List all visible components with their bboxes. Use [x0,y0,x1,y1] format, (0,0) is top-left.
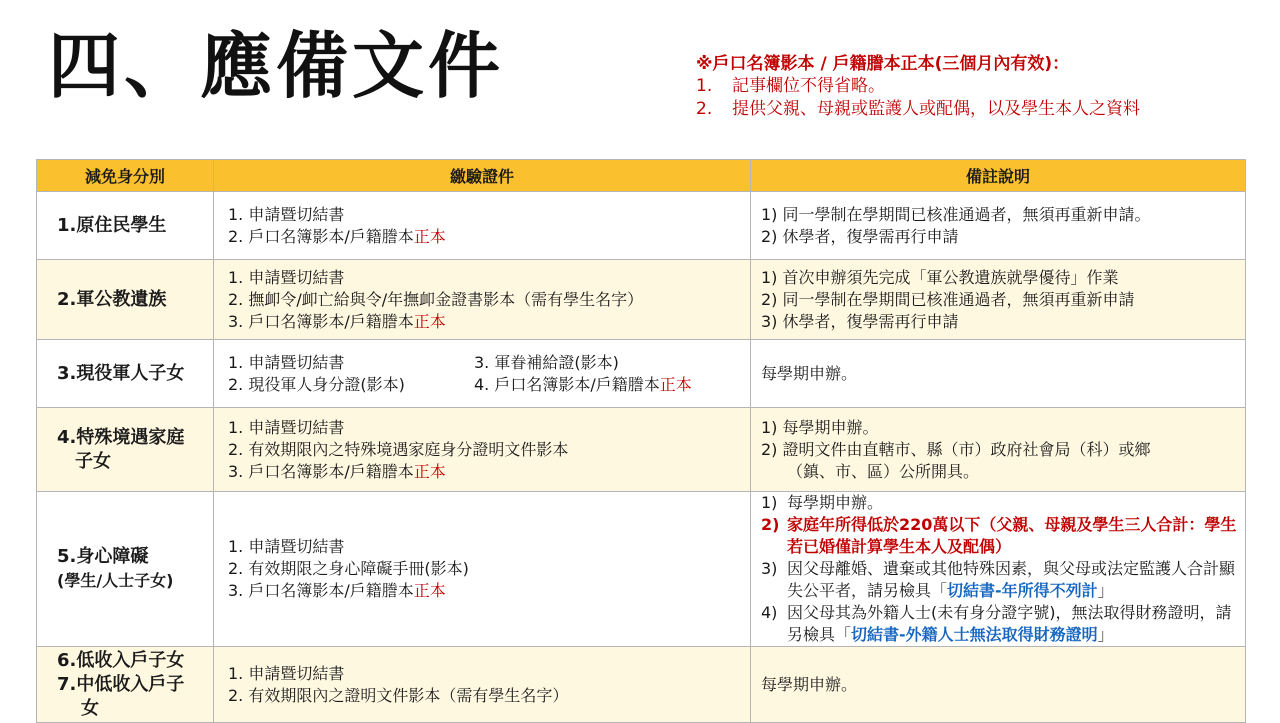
category-sublabel: (學生/人士子女) [57,571,174,590]
original-copy-mark: 正本 [413,461,446,481]
remark-item: 4) 因父母其為外籍人士(未有身分證字號)，無法取得財務證明，請 另檢具「切結書-外籍人士無法取得財務證明」 [761,603,1232,644]
original-copy-mark: 正本 [413,226,446,246]
remarks-cell [751,260,1246,340]
documents-cell [214,408,751,492]
original-copy-mark: 正本 [413,581,446,600]
doc-item: 2. 撫卹令/卹亡給與令/年撫卹金證書影本（需有學生名字） [228,289,644,309]
category-cell [37,408,214,492]
category-label: 7.中低收入戶子 [57,673,185,695]
remark-item-continued: （鎮、市、區）公所開具。 [787,461,980,481]
doc-item: 2. 現役軍人身分證(影本) [228,374,405,394]
category-cell [37,340,214,408]
doc-item: 1. 申請暨切結書 [228,204,345,224]
remark-item: 每學期申辦。 [761,674,858,694]
category-cell [37,192,214,260]
documents-table [36,159,1246,723]
doc-item: 2. 有效期限內之特殊境遇家庭身分證明文件影本 [228,439,569,459]
original-copy-mark: 正本 [413,311,446,331]
remark-item: 2) 休學者，復學需再行申請 [761,226,959,246]
remarks-cell [751,192,1246,260]
note-item-text: 提供父親、母親或監護人或配偶，以及學生本人之資料 [732,99,1140,119]
header-documents: 繳驗證件 [214,160,751,192]
category-label: 4.特殊境遇家庭 [57,426,185,448]
header-remarks: 備註說明 [751,160,1246,192]
remark-item: 1) 每學期申辦。 [761,493,884,512]
note-item-number: 2. [696,99,713,119]
doc-item: 2. 有效期限之身心障礙手冊(影本) [228,559,469,578]
category-label: 3.現役軍人子女 [57,362,185,384]
doc-item: 1. 申請暨切結書 [228,352,345,372]
table-row [37,260,1246,340]
remark-item: 1) 每學期申辦。 [761,417,879,437]
document-note [696,53,1276,121]
table-row [37,192,1246,260]
category-cell [37,492,214,647]
doc-item: 4. 戶口名簿影本/戶籍謄本正本 [474,374,692,394]
table-row [37,647,1246,723]
remark-item: 2) 證明文件由直轄市、縣（市）政府社會局（科）或鄉 [761,439,1151,459]
affidavit-income-exclusion-link-text: 切結書-年所得不列計 [947,581,1098,600]
affidavit-foreign-parent-link-text: 切結書-外籍人士無法取得財務證明 [851,625,1098,644]
doc-item: 1. 申請暨切結書 [228,417,345,437]
doc-item: 3. 戶口名簿影本/戶籍謄本正本 [228,461,446,481]
category-label: 1.原住民學生 [57,214,167,236]
category-cell [37,260,214,340]
remarks-cell [751,408,1246,492]
category-label-continued: 女 [81,697,99,719]
note-item [696,75,1276,98]
doc-item: 1. 申請暨切結書 [228,267,345,287]
category-label: 2.軍公教遺族 [57,288,167,310]
table-row [37,340,1246,408]
doc-item: 2. 戶口名簿影本/戶籍謄本正本 [228,226,446,246]
category-label-continued: 子女 [75,450,111,472]
remark-item: 1) 首次申辦須先完成「軍公教遺族就學優待」作業 [761,267,1119,287]
remarks-cell [751,647,1246,723]
documents-cell [214,492,751,647]
note-item-text: 記事欄位不得省略。 [732,76,885,96]
table-row [37,492,1246,647]
documents-cell [214,340,751,408]
remark-item: 3) 休學者，復學需再行申請 [761,311,959,331]
doc-item: 3. 戶口名簿影本/戶籍謄本正本 [228,581,446,600]
doc-item: 1. 申請暨切結書 [228,663,345,683]
note-heading: ※戶口名簿影本 / 戶籍謄本正本(三個月內有效)： [696,54,1070,74]
category-cell [37,647,214,723]
remark-item: 每學期申辦。 [761,363,858,383]
remarks-cell [751,340,1246,408]
documents-cell [214,647,751,723]
remark-item: 2) 同一學制在學期間已核准通過者，無須再重新申請 [761,289,1135,309]
note-item [696,98,1276,121]
documents-cell [214,260,751,340]
table-row [37,408,1246,492]
documents-cell [214,192,751,260]
doc-item: 3. 戶口名簿影本/戶籍謄本正本 [228,311,446,331]
doc-item: 1. 申請暨切結書 [228,537,345,556]
category-label: 6.低收入戶子女 [57,649,185,671]
remarks-cell [751,492,1246,647]
page-title: 四、應備文件 [48,24,505,108]
doc-item: 3. 軍眷補給證(影本) [474,352,619,372]
category-label: 5.身心障礙 [57,546,149,567]
remark-item: 3) 因父母離婚、遺棄或其他特殊因素，與父母或法定監護人合計顯 失公平者，請另檢具「切結書-年所得不列計」 [761,559,1236,600]
header-category: 減免身分別 [37,160,214,192]
remark-item: 1) 同一學制在學期間已核准通過者，無須再重新申請。 [761,204,1151,224]
remark-item-income-limit: 2) 家庭年所得低於220萬以下（父親、母親及學生三人合計：學生 若已婚僅計算學生本人及配偶） [761,515,1237,556]
note-item-number: 1. [696,76,713,96]
original-copy-mark: 正本 [659,374,692,394]
doc-item: 2. 有效期限內之證明文件影本（需有學生名字） [228,685,569,705]
